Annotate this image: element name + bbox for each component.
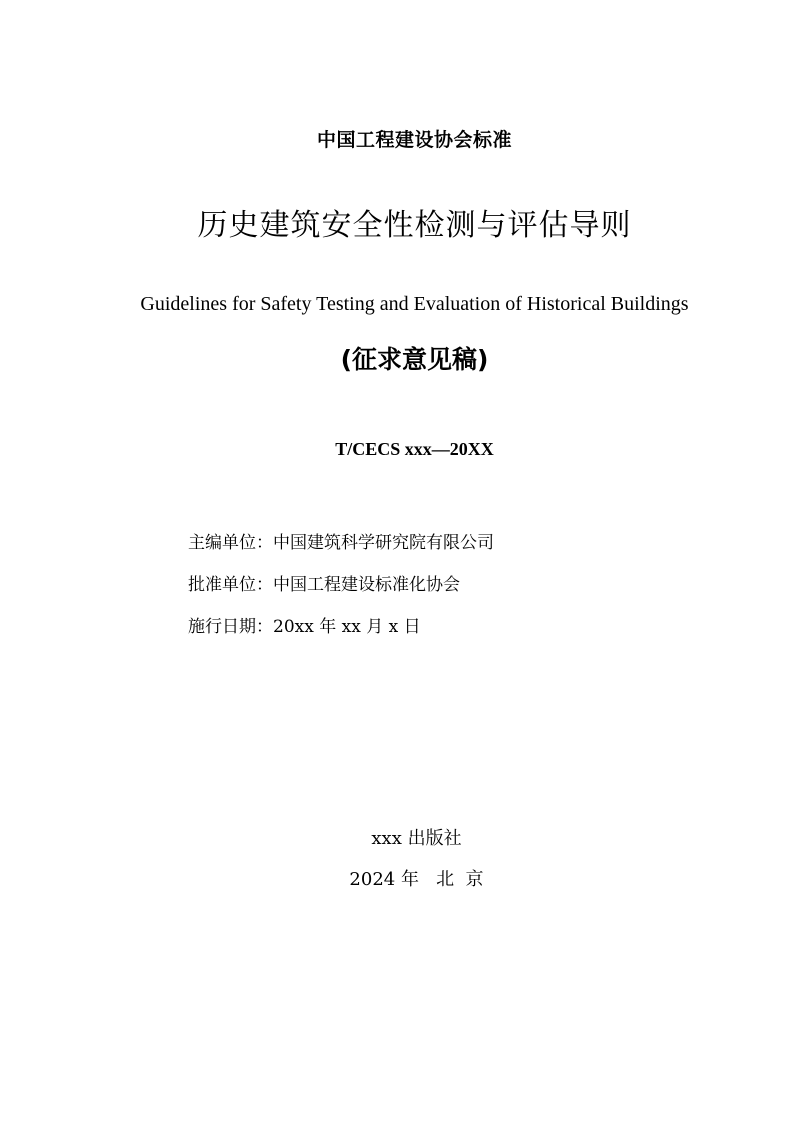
effective-date-value: 20xx 年 xx 月 x 日 [273, 617, 421, 637]
info-block [188, 531, 494, 657]
main-title: 历史建筑安全性检测与评估导则 [197, 208, 632, 243]
year-place: 2024 年 北 京 [349, 869, 484, 890]
publisher: xxx 出版社 [371, 828, 462, 849]
effective-date-label: 施行日期： [188, 617, 273, 637]
approver-line [188, 573, 494, 615]
effective-date-line [188, 615, 494, 657]
editor-value: 中国建筑科学研究院有限公司 [273, 533, 494, 553]
english-title: Guidelines for Safety Testing and Evaluation of Historical Buildings [140, 293, 689, 315]
standard-code: T/CECS xxx—20XX [335, 439, 494, 459]
editor-line [188, 531, 494, 573]
draft-label: (征求意见稿) [340, 345, 489, 374]
organization-title: 中国工程建设协会标准 [316, 129, 512, 151]
approver-label: 批准单位： [188, 575, 273, 595]
editor-label: 主编单位： [188, 533, 273, 553]
approver-value: 中国工程建设标准化协会 [273, 575, 460, 595]
